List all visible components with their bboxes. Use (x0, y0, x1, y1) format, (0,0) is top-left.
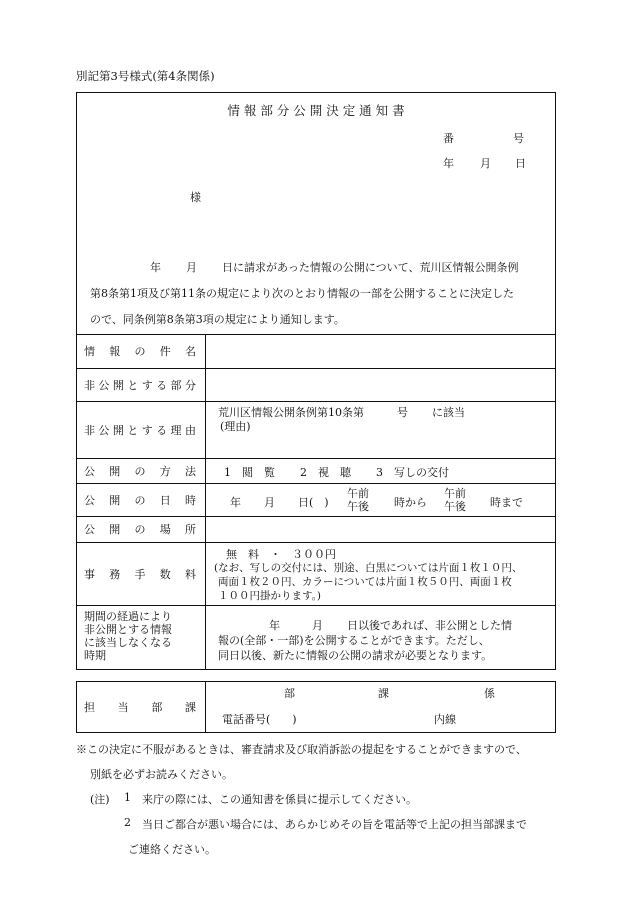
method-option-listen: 2 視 聴 (300, 466, 351, 479)
label-reason: 非 公 開 と す る 理 由 (84, 423, 196, 437)
method-option-copy: 3 写しの交付 (376, 466, 449, 479)
notice-line2: 別紙を必ずお読みください。 (90, 768, 233, 781)
label-subject: 情 報 の 件 名 (84, 345, 196, 358)
contact-column-divider (205, 681, 206, 733)
date-day: 日 (515, 157, 526, 170)
period-line1: 日以後であれば、非公開とした情 (347, 619, 512, 632)
date-month: 月 (480, 157, 491, 170)
notice-line1: ※この決定に不服があるときは、審査請求及び取消訴訟の提起をすることができますので、 (76, 743, 527, 756)
note-1-text: 来庁の際には、この通知書を係員に提示してください。 (142, 793, 417, 806)
label-period: 期間の経過により 非公開とする情報 に該当しなくなる 時期 (84, 610, 172, 662)
number-ban: 番 (443, 132, 454, 145)
note-2-text-continued: ご連絡ください。 (128, 843, 216, 856)
number-go: 号 (513, 132, 524, 145)
form-label: 別記第3号様式(第4条関係) (76, 69, 215, 83)
period-line3: 同日以後、新たに情報の公開の請求が必要となります。 (218, 649, 493, 662)
note-prefix: (注) (90, 793, 110, 806)
body-month: 月 (186, 261, 197, 274)
document-title: 情 報 部 分 公 開 決 定 通 知 書 (227, 103, 405, 118)
body-line2: 第8条第1項及び第11条の規定により次のとおり情報の一部を公開することに決定した (90, 287, 514, 300)
note-2-text: 当日ご都合が悪い場合には、あらかじめその旨を電話等で上記の担当部課まで (142, 818, 527, 831)
contact-phone: 電話番号( ) (222, 713, 297, 726)
datetime-year: 年 (230, 496, 241, 509)
contact-bu: 部 (284, 687, 295, 700)
label-datetime: 公 開 の 日 時 (84, 493, 196, 507)
note-2-number: 2 (124, 816, 131, 829)
fee-note-line1: (なお、写しの交付には、別途、白黒については片面１枚１０円、 (214, 562, 523, 574)
fee-note-line3: １００円掛かります。) (218, 590, 322, 602)
reason-applicable: に該当 (432, 406, 465, 419)
label-nondisclosed-part: 非 公 開 と す る 部 分 (84, 378, 196, 392)
label-contact-dept: 担 当 部 課 (84, 701, 196, 714)
period-year: 年 (269, 619, 280, 632)
period-line2: 報の(全部・一部)を公開することができます。ただし、 (218, 634, 490, 647)
label-fee: 事 務 手 数 料 (84, 567, 196, 581)
label-column-divider (205, 334, 206, 670)
reason-ordinance: 荒川区情報公開条例第10条第 (218, 406, 364, 419)
body-line1: 日に請求があった情報の公開について、荒川区情報公開条例 (222, 261, 519, 274)
label-method: 公 開 の 方 法 (84, 464, 196, 478)
note-1-number: 1 (124, 791, 131, 804)
contact-kakari: 係 (484, 687, 495, 700)
fee-note-line2: 両面１枚２０円、カラーについては片面１枚５０円、両面１枚 (218, 576, 512, 588)
contact-ka: 課 (378, 687, 389, 700)
date-year: 年 (443, 157, 454, 170)
datetime-month: 月 (264, 496, 275, 509)
datetime-from: 時から (394, 496, 427, 509)
row-divider (76, 605, 556, 606)
body-year: 年 (150, 261, 161, 274)
datetime-ampm-start: 午前 午後 (347, 487, 369, 513)
body-line3: ので、同条例第8条第3項の規定により通知します。 (90, 313, 345, 326)
contact-extension: 内線 (434, 713, 456, 726)
reason-label: (理由) (220, 420, 251, 433)
addressee-sama: 様 (190, 191, 201, 204)
label-place: 公 開 の 場 所 (84, 523, 196, 536)
datetime-until: 時まで (490, 496, 523, 509)
datetime-day: 日( ) (298, 496, 329, 509)
period-month: 月 (312, 619, 323, 632)
fee-amount: 無 料 ・ ３００円 (226, 548, 336, 561)
datetime-ampm-end: 午前 午後 (444, 487, 466, 513)
method-option-view: 1 閲 覧 (224, 466, 275, 479)
reason-go: 号 (397, 406, 408, 419)
